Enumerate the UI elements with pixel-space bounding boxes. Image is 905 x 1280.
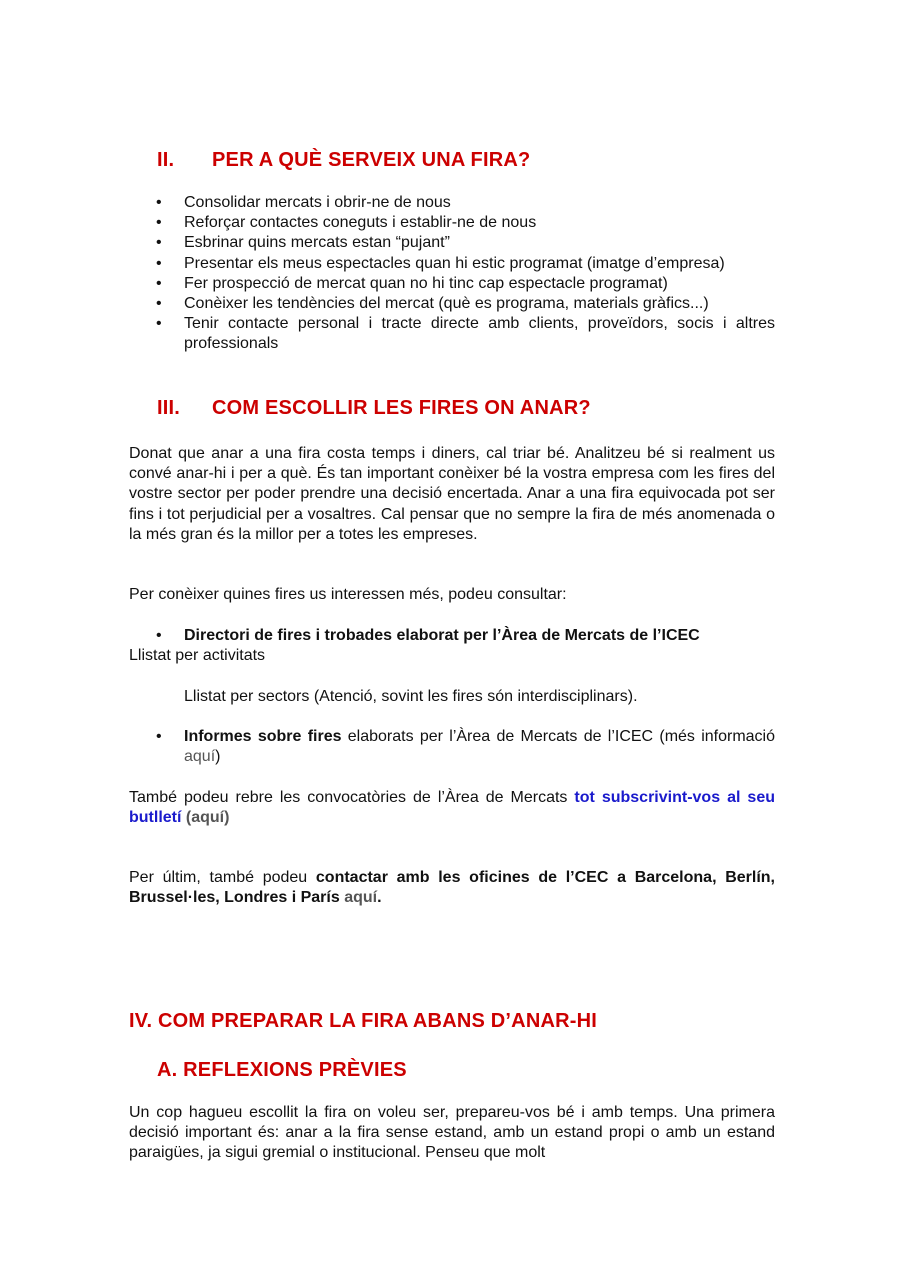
ultim-text: Per últim, també podeu — [129, 869, 316, 886]
informes-link[interactable]: aquí — [184, 748, 216, 766]
list-item: • Tenir contacte personal i tracte directe amb clients, proveïdors, socis i altres professionals — [156, 315, 775, 353]
directori-item: • Directori de fires i trobades elaborat per l’Àrea de Mercats de l’ICEC Llistat per activitats — [129, 626, 775, 666]
list-item: • Presentar els meus espectacles quan hi estic programat (imatge d’empresa) — [156, 254, 725, 272]
section-heading-2 — [157, 148, 530, 172]
tambe-text: També podeu rebre les convocatòries de l’Àrea de Mercats — [129, 789, 575, 806]
list-item: • Reforçar contactes coneguts i establir-ne de nous — [156, 214, 537, 232]
ultim-end: . — [377, 889, 382, 907]
heading-number: II. — [157, 149, 175, 171]
informes-text: elaborats per l’Àrea de Mercats de l’ICEC (més informació — [341, 728, 776, 745]
list-item: • Esbrinar quins mercats estan “pujant” — [156, 234, 450, 252]
consult-paragraph: Per conèixer quines fires us interessen més, podeu consultar: — [129, 586, 567, 603]
list-item: • Conèixer les tendències del mercat (què es programa, materials gràfics...) — [156, 295, 709, 313]
informes-item: • Informes sobre fires elaborats per l’Àrea de Mercats de l’ICEC (més informació aquí) — [156, 728, 776, 766]
directori-text: Directori de fires i trobades elaborat per l’Àrea de Mercats de l’ICEC — [184, 627, 700, 644]
purpose-list — [129, 193, 775, 355]
heading-number: III. — [157, 397, 181, 419]
list-item: • Consolidar mercats i obrir-ne de nous — [156, 194, 451, 211]
heading-title: COM ESCOLLIR LES FIRES ON ANAR? — [212, 397, 591, 419]
informes-end: ) — [215, 748, 221, 766]
tambe-aqui-link[interactable]: (aquí) — [181, 809, 230, 827]
butlleti-link[interactable]: tot subscrivint-vos al seu butlletí — [129, 789, 775, 827]
list-item: • Fer prospecció de mercat quan no hi tinc cap espectacle programat) — [156, 274, 668, 292]
section-heading-4: IV. COM PREPARAR LA FIRA ABANS D’ANAR-HI — [129, 1010, 598, 1032]
reflexions-paragraph: Un cop hagueu escollit la fira on voleu ser, prepareu-vos bé i amb temps. Una primera decisió important és: anar a la fira sense estand, amb un estand propi o amb un estand paraigües, ja sigui gremial o institucional. Penseu que molt — [129, 1104, 775, 1162]
informes-bold: Informes sobre fires — [184, 728, 342, 745]
heading-title: PER A QUÈ SERVEIX UNA FIRA? — [212, 149, 531, 171]
ultim-paragraph — [129, 868, 775, 908]
section-heading-3 — [157, 396, 591, 420]
intro-paragraph: Donat que anar a una fira costa temps i diners, cal triar bé. Analitzeu bé si realment us convé anar-hi i per a què. És tan important conèixer bé la vostra empresa com les fires del vostre sector per poder prendre una decisió encertada. Anar a una fira equivocada pot ser fins i tot perjudicial per a vosaltres. Cal pensar que no sempre la fira de més anomenada o la més gran és la millor per a totes les empreses. — [129, 445, 775, 543]
tambe-paragraph — [129, 788, 775, 828]
ultim-aqui-link[interactable]: aquí — [339, 889, 378, 907]
subsection-heading-a: A. REFLEXIONS PRÈVIES — [157, 1059, 407, 1081]
ultim-bold: contactar amb les oficines de l’CEC a Barcelona, Berlín, Brussel·les, Londres i París — [129, 869, 775, 907]
llistat-activitats: Llistat per activitats — [129, 647, 266, 665]
llistat-sectors: Llistat per sectors (Atenció, sovint les fires són interdisciplinars). — [184, 688, 638, 705]
